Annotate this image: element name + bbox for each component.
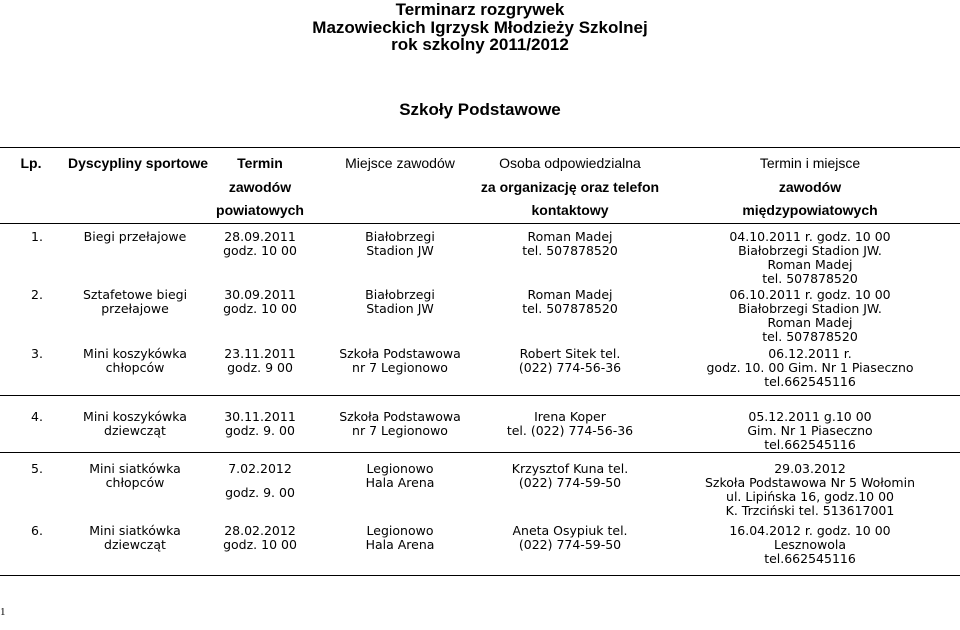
contact-cell (475, 230, 665, 258)
row-number: 4. (31, 409, 43, 424)
term-time: godz. 9. 00 (225, 423, 295, 438)
row-number: 3. (31, 346, 43, 361)
inter-line: K. Trzciński tel. 513617001 (725, 503, 895, 518)
inter-line: Roman Madej (767, 315, 853, 330)
contact-line: Aneta Osypiuk tel. (512, 523, 628, 538)
contact-line: tel. 507878520 (522, 243, 618, 258)
place-line: Białobrzegi (365, 229, 435, 244)
table-top-rule (0, 147, 960, 148)
term-cell (210, 524, 310, 552)
inter-cell (690, 410, 930, 452)
inter-line: 05.12.2011 g.10 00 (748, 409, 872, 424)
inter-line: tel.662545116 (764, 374, 856, 389)
discipline-line: Biegi przełajowe (83, 229, 187, 244)
contact-line: Irena Koper (534, 409, 606, 424)
term-date: 28.09.2011 (224, 229, 296, 244)
col-header-term-2: zawodów (228, 179, 292, 195)
discipline-cell (60, 410, 210, 438)
place-cell (320, 288, 480, 316)
inter-line: Roman Madej (767, 257, 853, 272)
term-cell (210, 462, 310, 500)
row-number: 5. (31, 461, 43, 476)
inter-line: 06.10.2011 r. godz. 10 00 (729, 287, 891, 302)
contact-line: (022) 774-59-50 (518, 537, 622, 552)
row-separator (0, 395, 960, 396)
discipline-line: Mini siatkówka (89, 523, 181, 538)
place-line: nr 7 Legionowo (352, 360, 448, 375)
discipline-line: Sztafetowe biegi (82, 287, 188, 302)
inter-cell (690, 524, 930, 566)
table-bottom-rule (0, 575, 960, 576)
term-cell (210, 410, 310, 438)
place-line: nr 7 Legionowo (352, 423, 448, 438)
col-header-place: Miejsce zawodów (345, 155, 455, 171)
discipline-line: przełajowe (101, 301, 169, 316)
term-cell (210, 347, 310, 375)
contact-line: tel. (022) 774-56-36 (506, 423, 634, 438)
place-cell (320, 462, 480, 490)
contact-line: (022) 774-59-50 (518, 475, 622, 490)
col-header-inter-3: międzypowiatowych (742, 202, 878, 218)
place-line: Legionowo (366, 461, 434, 476)
inter-line: tel.662545116 (764, 551, 856, 566)
term-cell (210, 288, 310, 316)
inter-line: Szkoła Podstawowa Nr 5 Wołomin (704, 475, 916, 490)
discipline-cell (60, 288, 210, 316)
term-time: godz. 9 00 (227, 360, 293, 375)
contact-line: (022) 774-56-36 (518, 360, 622, 375)
place-line: Legionowo (366, 523, 434, 538)
place-line: Stadion JW (366, 243, 434, 258)
contact-cell (475, 347, 665, 375)
inter-line: tel.662545116 (764, 437, 856, 452)
place-cell (320, 230, 480, 258)
term-date: 23.11.2011 (224, 346, 296, 361)
inter-line: ul. Lipińska 16, godz.10 00 (726, 489, 894, 504)
place-line: Szkoła Podstawowa (339, 409, 461, 424)
col-header-discipline: Dyscypliny sportowe (67, 155, 209, 171)
inter-cell (690, 230, 930, 286)
section-title: Szkoły Podstawowe (399, 100, 561, 119)
discipline-line: chłopców (105, 360, 165, 375)
header-bottom-rule (0, 223, 960, 224)
contact-line: Krzysztof Kuna tel. (511, 461, 629, 476)
col-header-contact-2: za organizację oraz telefon (480, 179, 660, 195)
discipline-line: dziewcząt (104, 423, 166, 438)
col-header-lp: Lp. (20, 155, 42, 171)
place-line: Białobrzegi (365, 287, 435, 302)
discipline-line: chłopców (105, 475, 165, 490)
contact-cell (475, 524, 665, 552)
term-time: godz. 10 00 (223, 301, 297, 316)
term-time: godz. 10 00 (223, 537, 297, 552)
discipline-cell (60, 347, 210, 375)
inter-line: 06.12.2011 r. (768, 346, 852, 361)
term-time: godz. 10 00 (223, 243, 297, 258)
row-number: 2. (31, 287, 43, 302)
row-number: 1. (31, 229, 43, 244)
term-date: 7.02.2012 (228, 461, 292, 476)
place-cell (320, 524, 480, 552)
contact-line: Roman Madej (527, 287, 613, 302)
school-year: rok szkolny 2011/2012 (391, 35, 569, 54)
inter-line: Białobrzegi Stadion JW. (738, 301, 882, 316)
inter-line: 16.04.2012 r. godz. 10 00 (729, 523, 891, 538)
inter-line: 04.10.2011 r. godz. 10 00 (729, 229, 891, 244)
col-header-contact-3: kontaktowy (531, 202, 609, 218)
contact-cell (475, 288, 665, 316)
discipline-line: Mini siatkówka (89, 461, 181, 476)
inter-line: Białobrzegi Stadion JW. (738, 243, 882, 258)
place-line: Hala Arena (365, 537, 435, 552)
col-header-inter: Termin i miejsce (759, 155, 861, 171)
place-line: Szkoła Podstawowa (339, 346, 461, 361)
place-line: Hala Arena (365, 475, 435, 490)
discipline-cell (60, 230, 210, 244)
discipline-line: Mini koszykówka (83, 409, 187, 424)
term-date: 28.02.2012 (224, 523, 296, 538)
discipline-cell (60, 462, 210, 490)
col-header-term: Termin (237, 155, 283, 171)
discipline-cell (60, 524, 210, 552)
place-cell (320, 410, 480, 438)
discipline-line: dziewcząt (104, 537, 166, 552)
col-header-contact: Osoba odpowiedzialna (499, 155, 641, 171)
document-subtitle: Mazowieckich Igrzysk Młodzieży Szkolnej (312, 18, 648, 37)
page-number: 1 (0, 606, 6, 618)
inter-line: 29.03.2012 (774, 461, 846, 476)
contact-cell (475, 462, 665, 490)
contact-line: Roman Madej (527, 229, 613, 244)
inter-cell (690, 462, 930, 518)
inter-line: godz. 10. 00 Gim. Nr 1 Piaseczno (706, 360, 914, 375)
place-cell (320, 347, 480, 375)
col-header-inter-2: zawodów (778, 179, 842, 195)
term-time: godz. 9. 00 (225, 485, 295, 500)
contact-line: Robert Sitek tel. (519, 346, 621, 361)
inter-line: tel. 507878520 (762, 329, 858, 344)
document-title: Terminarz rozgrywek (395, 0, 565, 19)
place-line: Stadion JW (366, 301, 434, 316)
term-date: 30.11.2011 (224, 409, 296, 424)
contact-cell (475, 410, 665, 438)
inter-line: tel. 507878520 (762, 271, 858, 286)
inter-cell (690, 288, 930, 344)
term-date: 30.09.2011 (224, 287, 296, 302)
inter-line: Gim. Nr 1 Piaseczno (747, 423, 873, 438)
discipline-line: Mini koszykówka (83, 346, 187, 361)
row-separator (0, 452, 960, 453)
inter-line: Lesznowola (773, 537, 847, 552)
inter-cell (690, 347, 930, 389)
row-number: 6. (31, 523, 43, 538)
contact-line: tel. 507878520 (522, 301, 618, 316)
term-cell (210, 230, 310, 258)
col-header-term-3: powiatowych (216, 202, 304, 218)
